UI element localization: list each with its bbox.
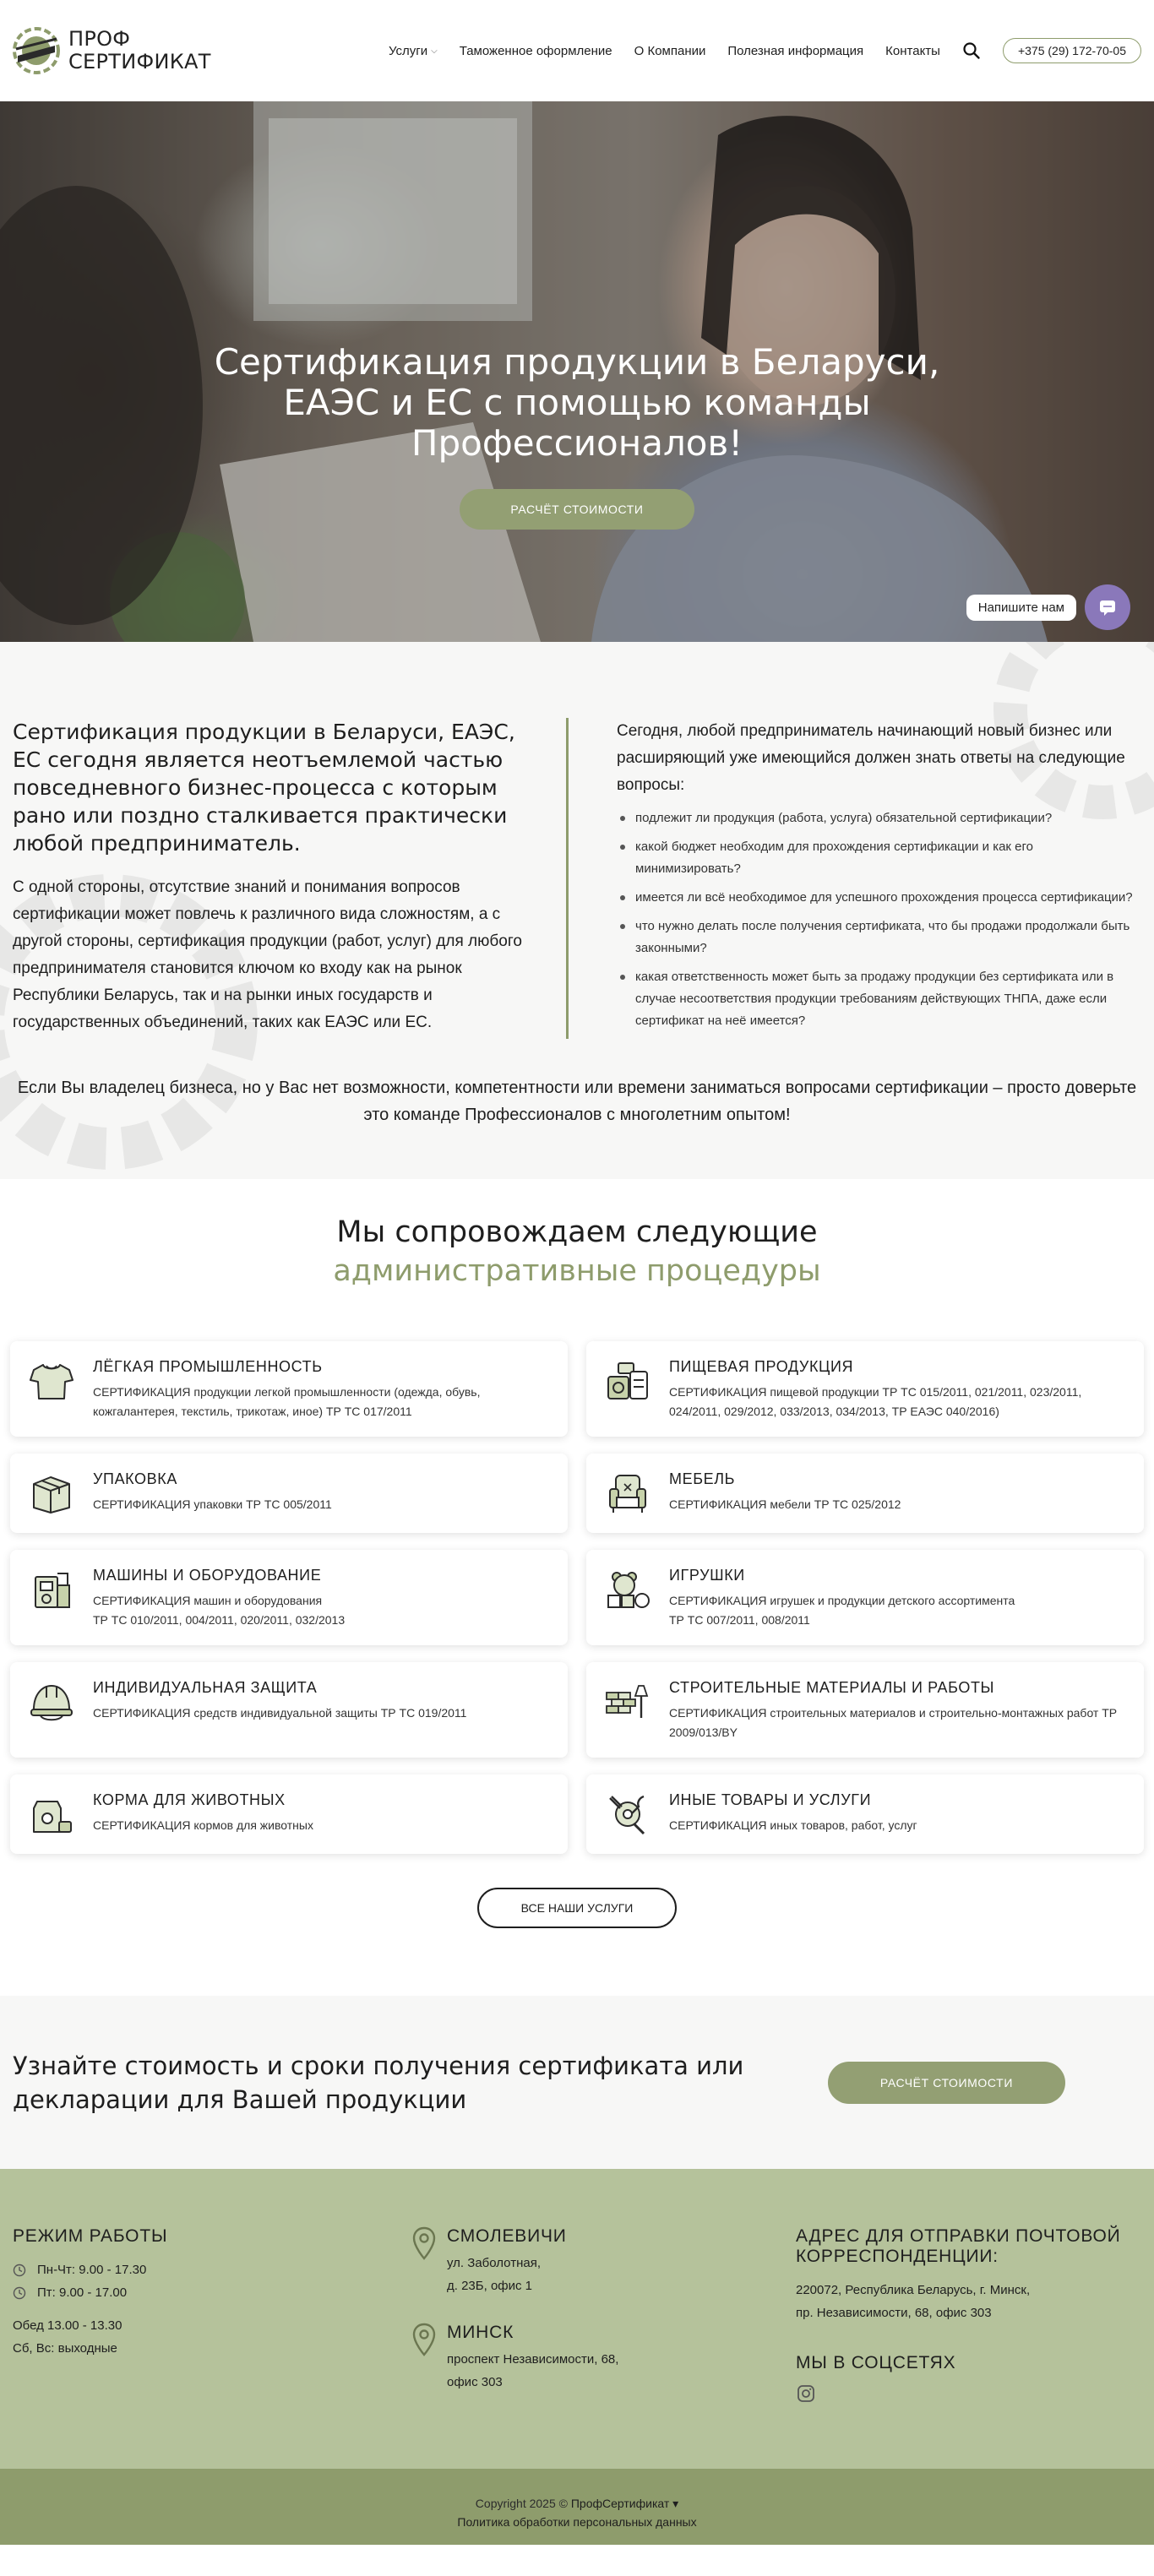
search-icon[interactable]: [962, 41, 981, 60]
footer-weekend: Сб, Вс: выходные: [13, 2341, 117, 2356]
nav-services-label: Услуги: [388, 43, 428, 58]
chat-widget: [966, 584, 1130, 630]
footer-lunch: Обед 13.00 - 13.30: [13, 2318, 122, 2333]
card-title: МЕБЕЛЬ: [669, 1470, 736, 1487]
list-item: имеется ли всё необходимое для успешного прохождения процесса сертификации?: [617, 887, 1137, 909]
footer-hours-row: [13, 2281, 411, 2304]
intro-questions-lead: Сегодня, любой предприниматель начинающий новый бизнес или расширяющий уже имеющийся должен знать ответы на следующие вопросы:: [617, 722, 1125, 794]
footer-social-title: МЫ В СОЦСЕТЯХ: [796, 2353, 956, 2372]
cta-text: Узнайте стоимость и сроки получения сертификата или декларации для Вашей продукции: [13, 2051, 744, 2114]
footer-address-minsk: [411, 2323, 796, 2394]
nav-contacts[interactable]: Контакты: [885, 43, 940, 58]
list-item: что нужно делать после получения сертификата, что бы продажи продолжали быть законными?: [617, 916, 1137, 959]
service-card-protection[interactable]: [10, 1662, 568, 1758]
footer-city-2-line-2: офис 303: [447, 2375, 503, 2389]
privacy-policy-link[interactable]: Политика обработки персональных данных: [457, 2515, 697, 2529]
card-title: УПАКОВКА: [93, 1470, 177, 1487]
intro-heading: Сертификация продукции в Беларуси, ЕАЭС, ЕС сегодня является неотъемлемой частью повседневного бизнес-процесса с которым рано или поздно сталкивается практически любой предприниматель.: [13, 720, 515, 856]
intro-section: [0, 642, 1154, 1179]
phone-button[interactable]: +375 (29) 172-70-05: [1003, 38, 1141, 63]
footer-address-smolevichi: [411, 2226, 796, 2297]
footer-hours-row: [13, 2258, 411, 2281]
chat-button[interactable]: [1085, 584, 1130, 630]
service-card-food[interactable]: [586, 1341, 1144, 1437]
box-icon: [27, 1469, 76, 1518]
footer-city-1: СМОЛЕВИЧИ: [447, 2226, 567, 2246]
list-item: какой бюджет необходим для прохождения сертификации и как его минимизировать?: [617, 836, 1137, 880]
service-cards: [10, 1341, 1144, 1854]
pet-food-icon: [27, 1790, 76, 1839]
footer-hours-1: Пн-Чт: 9.00 - 17.30: [37, 2263, 147, 2277]
food-icon: [603, 1356, 652, 1405]
service-card-furniture[interactable]: [586, 1454, 1144, 1533]
logo-line-1: ПРОФ: [68, 27, 131, 51]
services-section: [0, 1179, 1154, 1996]
service-card-machinery[interactable]: [10, 1550, 568, 1645]
bricks-icon: [603, 1677, 652, 1726]
card-desc: СЕРТИФИКАЦИЯ средств индивидуальной защиты ТР ТС 019/2011: [93, 1706, 467, 1720]
brand-link[interactable]: ПрофСертификат ▾: [570, 2497, 679, 2510]
map-pin-icon: [411, 2226, 437, 2260]
clock-icon: [13, 2264, 26, 2277]
footer-mail-line-2: пр. Независимости, 68, офис 303: [796, 2306, 992, 2320]
nav-services[interactable]: [389, 44, 438, 58]
footer: [0, 2169, 1154, 2469]
services-title: [10, 1213, 1144, 1291]
footer-mail-title: АДРЕС ДЛЯ ОТПРАВКИ ПОЧТОВОЙ КОРРЕСПОНДЕНЦИИ:: [796, 2226, 1121, 2266]
intro-questions-list: [617, 807, 1137, 1032]
card-title: МАШИНЫ И ОБОРУДОВАНИЕ: [93, 1567, 322, 1584]
service-card-animal-feed[interactable]: [10, 1774, 568, 1854]
hero: [0, 101, 1154, 642]
card-title: ИНДИВИДУАЛЬНАЯ ЗАЩИТА: [93, 1679, 318, 1696]
machine-icon: [27, 1565, 76, 1614]
list-item: какая ответственность может быть за продажу продукции без сертификата или в случае несоответствия продукции требованиям действующих ТНПА, даже если сертификат на неё имеется?: [617, 966, 1137, 1032]
service-card-construction[interactable]: [586, 1662, 1144, 1758]
chevron-down-icon: ⌵: [431, 46, 438, 56]
footer-city-2: МИНСК: [447, 2323, 514, 2342]
card-desc: СЕРТИФИКАЦИЯ игрушек и продукции детского ассортимента ТР ТС 007/2011, 008/2011: [669, 1594, 1015, 1627]
services-title-accent: административные процедуры: [333, 1254, 821, 1288]
card-title: СТРОИТЕЛЬНЫЕ МАТЕРИАЛЫ И РАБОТЫ: [669, 1679, 995, 1696]
card-desc: СЕРТИФИКАЦИЯ машин и оборудования ТР ТС 010/2011, 004/2011, 020/2011, 032/2013: [93, 1594, 346, 1627]
intro-text: С одной стороны, отсутствие знаний и понимания вопросов сертификации может повлечь к различного вида сложностям, а с другой стороны, сертификация продукции (работ, услуг) для любого предпринимателя становится ключом ко входу как на рынок Республики Беларусь, так и на рынки иных государств и государственных объединений, таких как ЕАЭС или ЕС.: [13, 878, 522, 1031]
card-title: ЛЁГКАЯ ПРОМЫШЛЕННОСТЬ: [93, 1358, 323, 1375]
service-card-light-industry[interactable]: [10, 1341, 568, 1437]
card-title: ИНЫЕ ТОВАРЫ И УСЛУГИ: [669, 1791, 872, 1808]
intro-bottom-text: Если Вы владелец бизнеса, но у Вас нет возможности, компетентности или времени заниматься вопросами сертификации – просто доверьте это команде Профессионалов с многолетним опытом!: [17, 1079, 1137, 1124]
card-desc: СЕРТИФИКАЦИЯ строительных материалов и строительно-монтажных работ ТР 2009/013/BY: [669, 1706, 1118, 1739]
logo-mark-icon: [13, 27, 60, 74]
hero-cost-button[interactable]: РАСЧЁТ СТОИМОСТИ: [460, 489, 694, 530]
footer-city-1-line-1: ул. Заболотная,: [447, 2256, 541, 2270]
toys-icon: [603, 1565, 652, 1614]
footer-hours-2: Пт: 9.00 - 17.00: [37, 2285, 128, 2300]
nav-info[interactable]: Полезная информация: [727, 43, 864, 58]
instagram-icon[interactable]: [796, 2383, 816, 2404]
card-desc: СЕРТИФИКАЦИЯ пищевой продукции ТР ТС 015/2011, 021/2011, 023/2011, 024/2011, 029/2012, 033/2013, 034/2013, ТР ЕАЭС 040/2016): [669, 1385, 1082, 1418]
services-title-main: Мы сопровождаем следующие: [336, 1215, 818, 1249]
main-nav: [389, 38, 1141, 63]
card-desc: СЕРТИФИКАЦИЯ мебели ТР ТС 025/2012: [669, 1497, 901, 1511]
card-title: ИГРУШКИ: [669, 1567, 745, 1584]
clock-icon: [13, 2286, 26, 2300]
card-desc: СЕРТИФИКАЦИЯ упаковки ТР ТС 005/2011: [93, 1497, 332, 1511]
tshirt-icon: [27, 1356, 76, 1405]
hero-title: Сертификация продукции в Беларуси, ЕАЭС и ЕС с помощью команды Профессионалов!: [214, 341, 940, 464]
card-title: ПИЩЕВАЯ ПРОДУКЦИЯ: [669, 1358, 854, 1375]
all-services-button[interactable]: ВСЕ НАШИ УСЛУГИ: [477, 1888, 678, 1928]
service-card-packaging[interactable]: [10, 1454, 568, 1533]
map-pin-icon: [411, 2323, 437, 2356]
service-card-other[interactable]: [586, 1774, 1144, 1854]
intro-divider: [566, 718, 569, 1039]
card-desc: СЕРТИФИКАЦИЯ иных товаров, работ, услуг: [669, 1818, 917, 1832]
card-title: КОРМА ДЛЯ ЖИВОТНЫХ: [93, 1791, 286, 1808]
footer-mail-line-1: 220072, Республика Беларусь, г. Минск,: [796, 2283, 1031, 2297]
footer-city-2-line-1: проспект Независимости, 68,: [447, 2352, 619, 2367]
logo[interactable]: [13, 27, 211, 74]
list-item: подлежит ли продукция (работа, услуга) обязательной сертификации?: [617, 807, 1137, 829]
chat-icon: [1097, 597, 1118, 617]
footer-city-1-line-2: д. 23Б, офис 1: [447, 2279, 533, 2293]
logo-line-2: СЕРТИФИКАТ: [68, 50, 211, 73]
chat-label[interactable]: Напишите нам: [966, 595, 1076, 621]
copyright-text: Copyright 2025 ©: [475, 2497, 568, 2510]
service-card-toys[interactable]: [586, 1550, 1144, 1645]
helmet-icon: [27, 1677, 76, 1726]
cta-cost-button[interactable]: РАСЧЁТ СТОИМОСТИ: [828, 2062, 1065, 2104]
footer-hours-title: РЕЖИМ РАБОТЫ: [13, 2226, 168, 2246]
cta-section: [0, 1996, 1154, 2169]
card-desc: СЕРТИФИКАЦИЯ продукции легкой промышленности (одежда, обувь, кожгалантерея, текстиль, трикотаж, иное) ТР ТС 017/2011: [93, 1385, 481, 1418]
bottom-bar: [0, 2469, 1154, 2545]
nav-customs[interactable]: Таможенное оформление: [459, 43, 612, 58]
armchair-icon: [603, 1469, 652, 1518]
card-desc: СЕРТИФИКАЦИЯ кормов для животных: [93, 1818, 313, 1832]
tools-icon: [603, 1790, 652, 1839]
nav-about[interactable]: О Компании: [634, 43, 706, 58]
site-header: [0, 0, 1154, 101]
